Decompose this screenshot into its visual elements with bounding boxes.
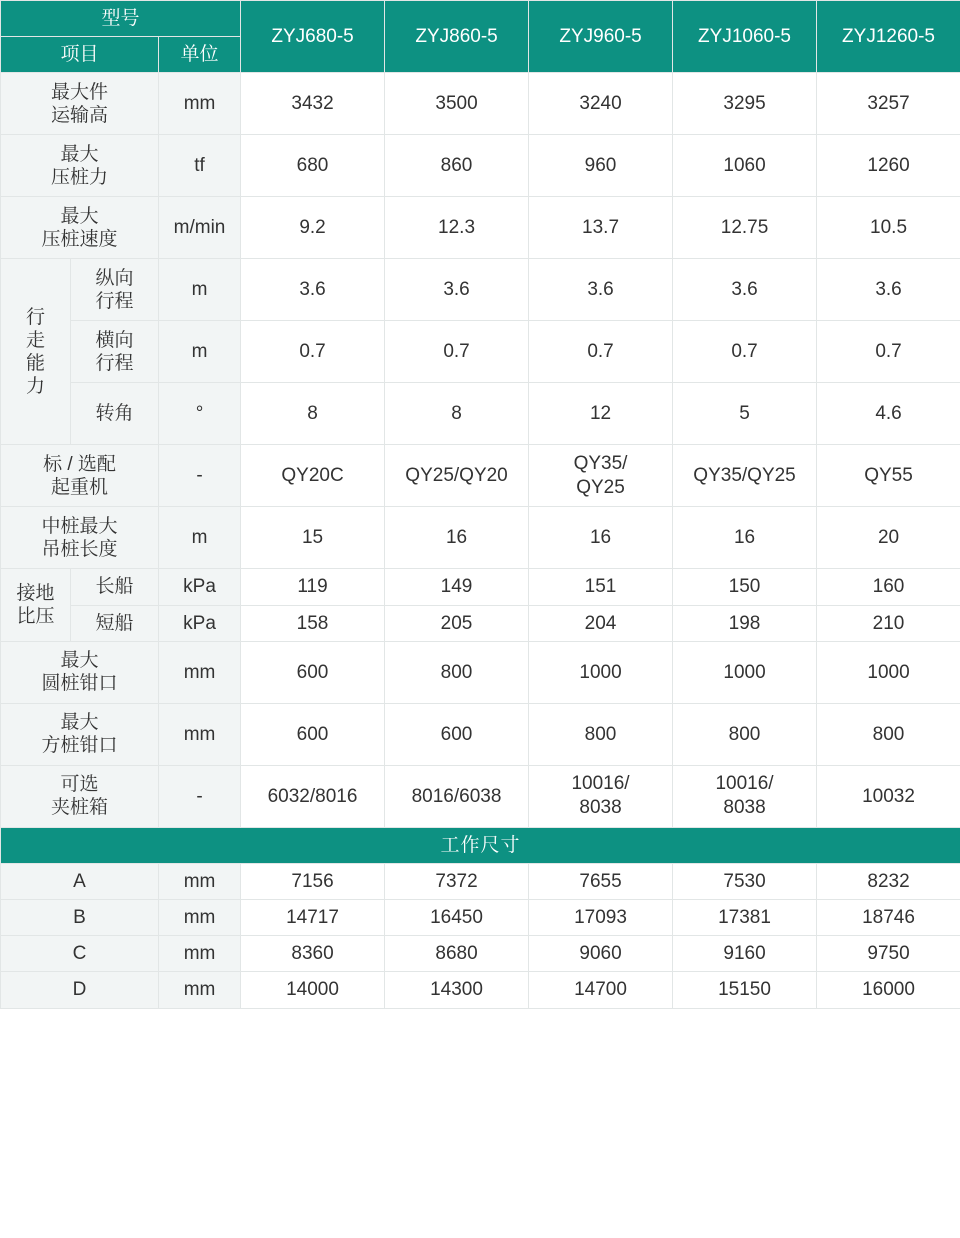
cell-value: 14717 [241, 900, 385, 936]
cell-value: 960 [529, 135, 673, 197]
cell-value: 16 [673, 507, 817, 569]
row-label-line1: 最大 [60, 712, 99, 734]
row-label-line2: 行程 [95, 352, 134, 374]
cell-value: 119 [241, 569, 385, 605]
cell-value: 10032 [817, 765, 960, 827]
cell-value: 16 [529, 507, 673, 569]
cell-value: QY20C [241, 445, 385, 507]
row-label-line1: 最大 [60, 205, 99, 227]
table-row [1, 569, 960, 605]
cell-value: 1060 [673, 135, 817, 197]
cell-value: 4.6 [817, 383, 960, 445]
row-label-line1: 纵向 [95, 267, 134, 289]
cell-value: 12.3 [385, 197, 529, 259]
cell-value: 14300 [385, 972, 529, 1008]
row-label-line1: 最大 [60, 650, 99, 672]
row-label-line2: 压桩速度 [41, 228, 118, 250]
table-row [1, 605, 960, 641]
cell-value: 3.6 [817, 259, 960, 321]
row-label-line2: 吊桩长度 [41, 538, 118, 560]
table-row [1, 703, 960, 765]
cell-value: 3.6 [241, 259, 385, 321]
table-row [1, 900, 960, 936]
row-unit: - [159, 765, 241, 827]
cell-value: 1260 [817, 135, 960, 197]
cell-value: 10.5 [817, 197, 960, 259]
row-label-line2: 运输高 [50, 104, 108, 126]
cell-value: 18746 [817, 900, 960, 936]
cell-value: 3500 [385, 73, 529, 135]
cell-value: 7156 [241, 863, 385, 899]
cell-value: 8 [241, 383, 385, 445]
table-row [1, 972, 960, 1008]
row-unit: mm [159, 73, 241, 135]
row-unit: kPa [159, 605, 241, 641]
table-row [1, 936, 960, 972]
cell-value: 0.7 [529, 321, 673, 383]
cell-value: 198 [673, 605, 817, 641]
row-label-short-boat: 短船 [71, 605, 159, 641]
cell-value: 14000 [241, 972, 385, 1008]
row-unit: m [159, 507, 241, 569]
cell-value: 3432 [241, 73, 385, 135]
table-row [1, 507, 960, 569]
group-label-line1: 接地 [16, 582, 55, 604]
table-row [1, 383, 960, 445]
row-label-dimension-c: C [1, 936, 159, 972]
row-label-line1: 标 / 选配 [43, 453, 116, 475]
row-unit: mm [159, 863, 241, 899]
header-item-label: 项目 [1, 37, 159, 73]
table-row [1, 73, 960, 135]
cell-value: 800 [385, 641, 529, 703]
row-unit: mm [159, 641, 241, 703]
cell-value: 0.7 [673, 321, 817, 383]
cell-value: 9750 [817, 936, 960, 972]
cell-value: QY35/ QY25 [529, 445, 673, 507]
cell-value: 0.7 [817, 321, 960, 383]
header-model-zyj860: ZYJ860-5 [385, 1, 529, 73]
row-label-line1: 可选 [60, 774, 99, 796]
cell-value: 9160 [673, 936, 817, 972]
cell-value: 8 [385, 383, 529, 445]
row-unit: kPa [159, 569, 241, 605]
cell-value: 151 [529, 569, 673, 605]
row-label-line2: 圆桩钳口 [41, 673, 118, 695]
cell-value: 20 [817, 507, 960, 569]
cell-value: 1000 [529, 641, 673, 703]
cell-value: 600 [385, 703, 529, 765]
row-label-max-pressing-force [1, 135, 159, 197]
cell-value: 7655 [529, 863, 673, 899]
group-label-text: 行走能力 [26, 306, 46, 398]
cell-value: 150 [673, 569, 817, 605]
group-label-travel-capability [1, 259, 71, 445]
header-model-zyj1060: ZYJ1060-5 [673, 1, 817, 73]
cell-value: 7530 [673, 863, 817, 899]
table-row [1, 641, 960, 703]
row-label-max-square-pile-clamp [1, 703, 159, 765]
header-unit-label: 单位 [159, 37, 241, 73]
cell-value: 8680 [385, 936, 529, 972]
cell-value: 3240 [529, 73, 673, 135]
row-unit: mm [159, 900, 241, 936]
row-unit: tf [159, 135, 241, 197]
cell-value: 10016/ 8038 [673, 765, 817, 827]
row-label-dimension-a: A [1, 863, 159, 899]
row-label-rotation-angle: 转角 [71, 383, 159, 445]
cell-value: 149 [385, 569, 529, 605]
cell-value: 158 [241, 605, 385, 641]
row-unit: - [159, 445, 241, 507]
row-unit: ° [159, 383, 241, 445]
cell-value: 3.6 [529, 259, 673, 321]
cell-value: 17381 [673, 900, 817, 936]
row-unit: m [159, 259, 241, 321]
header-model-label: 型号 [1, 1, 241, 37]
section-band-row [1, 827, 960, 863]
cell-value: 3257 [817, 73, 960, 135]
cell-value: 16 [385, 507, 529, 569]
cell-value: 8016/6038 [385, 765, 529, 827]
cell-value: 8232 [817, 863, 960, 899]
cell-value: 14700 [529, 972, 673, 1008]
cell-value: 9060 [529, 936, 673, 972]
cell-value: 5 [673, 383, 817, 445]
row-label-line2: 起重机 [50, 476, 108, 498]
cell-value: 6032/8016 [241, 765, 385, 827]
row-label-max-round-pile-clamp [1, 641, 159, 703]
cell-value: 16000 [817, 972, 960, 1008]
row-label-line2: 压桩力 [50, 166, 108, 188]
row-label-line2: 行程 [95, 290, 134, 312]
header-model-zyj960: ZYJ960-5 [529, 1, 673, 73]
row-label-dimension-b: B [1, 900, 159, 936]
row-label-line1: 中桩最大 [41, 515, 118, 537]
cell-value: 0.7 [241, 321, 385, 383]
cell-value: 12 [529, 383, 673, 445]
cell-value: 680 [241, 135, 385, 197]
cell-value: 800 [817, 703, 960, 765]
cell-value: 600 [241, 641, 385, 703]
row-label-dimension-d: D [1, 972, 159, 1008]
cell-value: 1000 [817, 641, 960, 703]
row-unit: m [159, 321, 241, 383]
table-row [1, 135, 960, 197]
cell-value: 3295 [673, 73, 817, 135]
cell-value: QY55 [817, 445, 960, 507]
row-label-max-lifting-pile-length [1, 507, 159, 569]
table-row [1, 863, 960, 899]
row-label-optional-clamp-box [1, 765, 159, 827]
cell-value: 3.6 [673, 259, 817, 321]
row-label-max-transport-height [1, 73, 159, 135]
cell-value: 15 [241, 507, 385, 569]
row-label-long-boat: 长船 [71, 569, 159, 605]
cell-value: 600 [241, 703, 385, 765]
cell-value: 9.2 [241, 197, 385, 259]
cell-value: 0.7 [385, 321, 529, 383]
cell-value: 160 [817, 569, 960, 605]
table-row [1, 321, 960, 383]
cell-value: 17093 [529, 900, 673, 936]
cell-value: 12.75 [673, 197, 817, 259]
row-label-max-pressing-speed [1, 197, 159, 259]
section-title-working-dimensions: 工作尺寸 [1, 827, 960, 863]
cell-value: 7372 [385, 863, 529, 899]
group-label-line2: 比压 [16, 606, 55, 628]
row-label-line1: 横向 [95, 329, 134, 351]
cell-value: QY25/QY20 [385, 445, 529, 507]
cell-value: 860 [385, 135, 529, 197]
cell-value: 800 [529, 703, 673, 765]
row-label-line2: 方桩钳口 [41, 735, 118, 757]
header-model-zyj1260: ZYJ1260-5 [817, 1, 960, 73]
table-header-row-model [1, 1, 960, 37]
row-label-line1: 最大件 [50, 81, 108, 103]
cell-value: 15150 [673, 972, 817, 1008]
table-row [1, 445, 960, 507]
table-row [1, 259, 960, 321]
row-label-line1: 最大 [60, 143, 99, 165]
table-row [1, 197, 960, 259]
row-unit: mm [159, 972, 241, 1008]
row-label-standard-optional-crane [1, 445, 159, 507]
table-row [1, 765, 960, 827]
cell-value: 210 [817, 605, 960, 641]
row-unit: mm [159, 703, 241, 765]
cell-value: 205 [385, 605, 529, 641]
cell-value: 3.6 [385, 259, 529, 321]
row-label-transverse-stroke [71, 321, 159, 383]
cell-value: 800 [673, 703, 817, 765]
cell-value: 13.7 [529, 197, 673, 259]
row-unit: m/min [159, 197, 241, 259]
header-model-zyj680: ZYJ680-5 [241, 1, 385, 73]
row-label-line2: 夹桩箱 [50, 797, 108, 819]
cell-value: 10016/ 8038 [529, 765, 673, 827]
cell-value: 204 [529, 605, 673, 641]
row-unit: mm [159, 936, 241, 972]
cell-value: 8360 [241, 936, 385, 972]
cell-value: 1000 [673, 641, 817, 703]
cell-value: 16450 [385, 900, 529, 936]
group-label-ground-pressure [1, 569, 71, 641]
cell-value: QY35/QY25 [673, 445, 817, 507]
row-label-longitudinal-stroke [71, 259, 159, 321]
